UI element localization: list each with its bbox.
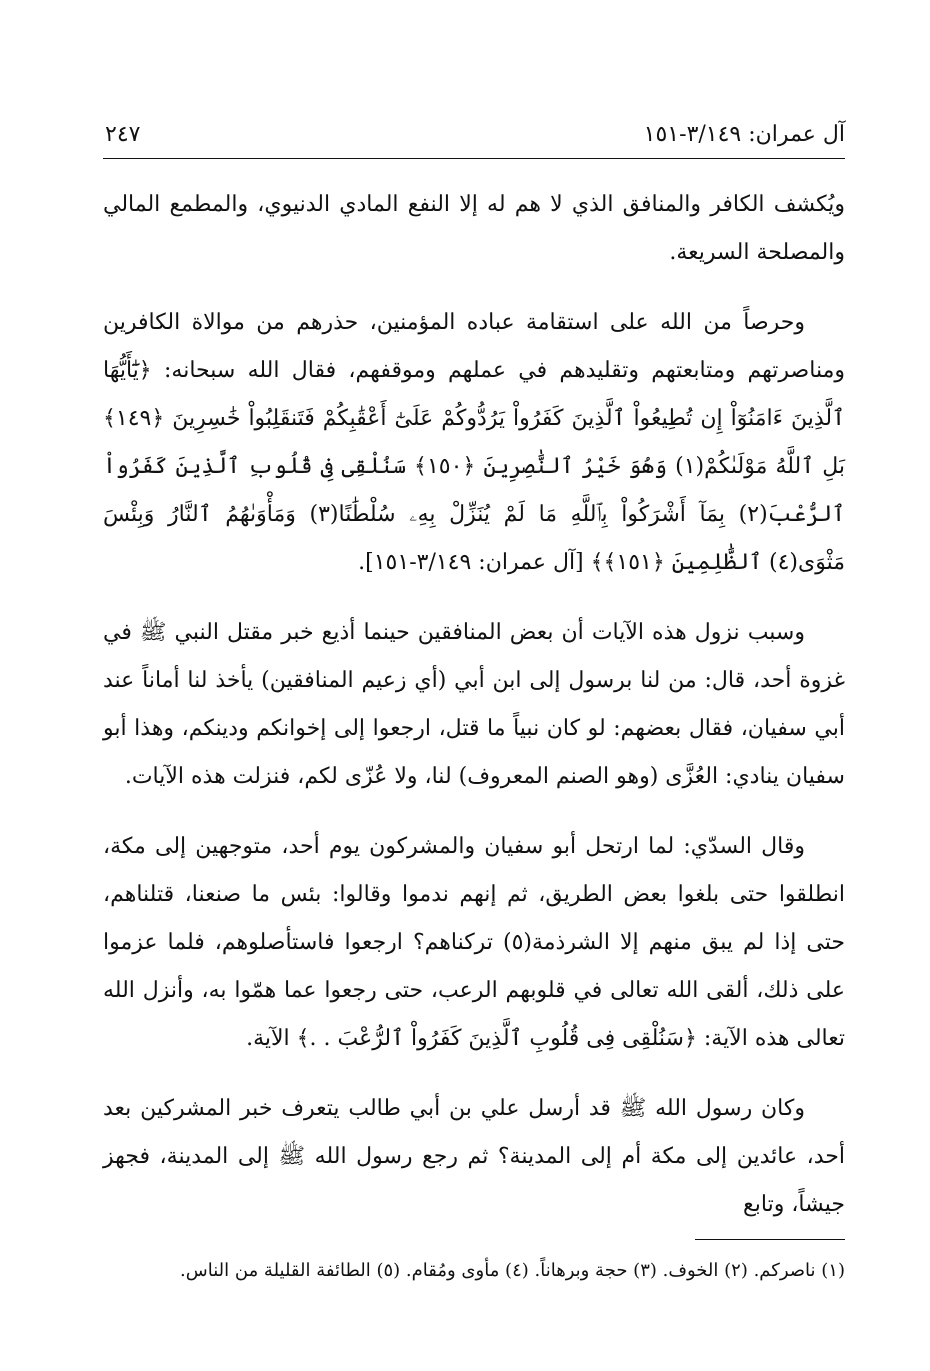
page-header [103,118,845,159]
paragraph-1: ويُكشف الكافر والمنافق الذي لا هم له إلا النفع المادي الدنيوي، والمطمع المالي والمصلحة السريعة. [103,192,845,265]
running-title: آل عمران: ٣/١٤٩-١٥١ [643,122,845,147]
page-number: ٢٤٧ [105,122,141,147]
book-page [103,118,845,1286]
paragraph-4: وقال السدّي: لما ارتحل أبو سفيان والمشركون يوم أحد، متوجهين إلى مكة، انطلقوا حتى بلغوا بعض الطريق، ثم إنهم ندموا وقالوا: بئس ما صنعنا، قتلناهم، حتى إذا لم يبق منهم إلا الشرذمة(٥) تركناهم؟ ارجعوا فاستأصلوهم، فلما عزموا على ذلك، ألقى الله تعالى في قلوبهم الرعب، حتى رجعوا عما همّوا به، وأنزل الله تعالى هذه الآية: ﴿سَنُلْقِى فِى قُلُوبِ ٱلَّذِينَ كَفَرُواْ ٱلرُّعْبَ . .﴾ الآية. [103,834,845,1051]
paragraph-5: وكان رسول الله ﷺ قد أرسل علي بن أبي طالب يتعرف خبر المشركين بعد أحد، عائدين إلى مكة أم إلى المدينة؟ ثم رجع رسول الله ﷺ إلى المدينة، فجهز جيشاً، وتابع [103,1096,845,1217]
page-body [103,181,845,1229]
footnote-separator [695,1239,845,1240]
paragraph-2-quran-verse: وحرصاً من الله على استقامة عباده المؤمنين، حذرهم من موالاة الكافرين ومناصرتهم ومتابعتهم وتقليدهم في عملهم وموقفهم، فقال الله سبحانه: ﴿يَٰٓأَيُّهَا ٱلَّذِينَ ءَامَنُوٓاْ إِن تُطِيعُواْ ٱلَّذِينَ كَفَرُواْ يَرُدُّوكُمْ عَلَىٰٓ أَعْقَٰبِكُمْ فَتَنقَلِبُواْ خَٰسِرِينَ ﴿١٤٩﴾ بَلِ ٱللَّهُ مَوْلَىٰكُمْ(١) وَهُوَ خَيْرُ ٱلنَّٰصِرِينَ ﴿١٥٠﴾ سَنُلْقِى فِى قُلُوبِ ٱلَّذِينَ كَفَرُواْ ٱلرُّعْبَ(٢) بِمَآ أَشْرَكُواْ بِٱللَّهِ مَا لَمْ يُنَزِّلْ بِهِۦ سُلْطَٰنًا(٣) وَمَأْوَىٰهُمُ ٱلنَّارُ وَبِئْسَ مَثْوَى(٤) ٱلظَّٰلِمِينَ ﴿١٥١﴾﴾ [آل عمران: ٣/١٤٩-١٥١]. [103,310,846,575]
paragraph-3: وسبب نزول هذه الآيات أن بعض المنافقين حينما أذيع خبر مقتل النبي ﷺ في غزوة أحد، قال: من لنا برسول إلى ابن أبي (أي زعيم المنافقين) يأخذ لنا أماناً عند أبي سفيان، فقال بعضهم: لو كان نبياً ما قتل، ارجعوا إلى إخوانكم ودينكم، وهذا أبو سفيان ينادي: العُزَّى (وهو الصنم المعروف) لنا، ولا عُزّى لكم، فنزلت هذه الآيات. [103,620,845,789]
footnotes: (١) ناصركم. (٢) الخوف. (٣) حجة وبرهاناً. (٤) مأوى ومُقام. (٥) الطائفة القليلة من الناس. [180,1260,845,1281]
